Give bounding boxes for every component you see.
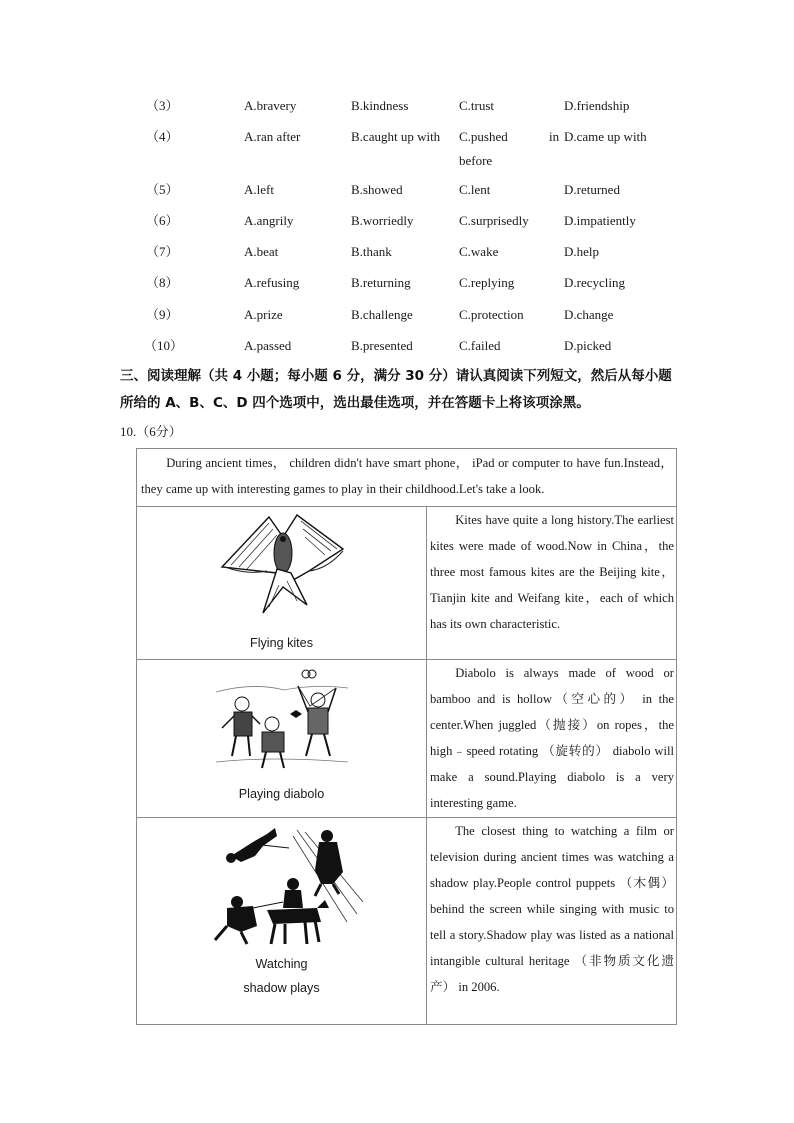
diabolo-image (214, 666, 350, 776)
intro-paragraph: During ancient times， children didn't have smart phone， iPad or computer to have fun.Instead，they came up with interesting games to play in their childhood.Let's take a look. (137, 449, 677, 507)
shadow-play-image (197, 822, 367, 946)
question-number: （5） (146, 182, 179, 197)
option-b: B.challenge (351, 307, 413, 322)
option-d: D.change (564, 307, 614, 322)
option-d: D.friendship (564, 98, 630, 113)
option-row-8 (0, 273, 794, 293)
kite-image (217, 509, 347, 627)
question-number: （10） (144, 338, 184, 353)
option-a: A.angrily (244, 213, 294, 228)
option-row-9 (0, 305, 794, 325)
shadow-play-caption-line1: Watching (255, 957, 308, 971)
option-d: D.returned (564, 182, 620, 197)
section-heading-line1: 三、阅读理解（共 4 小题；每小题 6 分，满分 30 分）请认真阅读下列短文，然后从每小题 (120, 368, 672, 384)
reading-table (136, 448, 677, 1025)
shadow-play-caption-line2: shadow plays (243, 981, 320, 995)
option-c: C.trust (459, 98, 495, 113)
option-d: D.impatiently (564, 213, 636, 228)
option-c-continued: before (459, 153, 493, 168)
question-number: （7） (146, 244, 179, 259)
option-d: D.help (564, 244, 600, 259)
question-number: （6） (146, 213, 179, 228)
question-number: （3） (146, 98, 179, 113)
option-d: D.picked (564, 338, 612, 353)
option-a: A.ran after (244, 129, 301, 144)
option-b: B.thank (351, 244, 392, 259)
option-row-10 (0, 336, 794, 356)
option-a: A.left (244, 182, 274, 197)
option-b: B.presented (351, 338, 413, 353)
section-heading (120, 363, 690, 417)
kite-cell (137, 507, 427, 660)
kite-text: Kites have quite a long history.The earliest kites were made of wood.Now in China，the three most famous kites are the Beijing kite，Tianjin kite and Weifang kite，each of which has its own characteristic. (427, 507, 677, 660)
option-d: D.recycling (564, 275, 626, 290)
option-row-3 (0, 96, 794, 116)
diabolo-caption: Playing diabolo (238, 787, 325, 801)
diabolo-text: Diabolo is always made of wood or bamboo and is hollow（空心的） in the center.When juggled（抛接）on ropes，the high﹣speed rotating （旋转的） diabolo will make a sound.Playing diabolo is a very interesting game. (427, 660, 677, 818)
shadow-play-text: The closest thing to watching a film or television during ancient times was watching a shadow play.People control puppets （木偶） behind the screen while singing with music to tell a story.Shadow play was listed as a national intangible cultural heritage （非物质文化遗产） in 2006. (427, 818, 677, 1025)
option-c: C.wake (459, 244, 499, 259)
option-c: C.pushed (459, 129, 508, 144)
option-a: A.refusing (244, 275, 300, 290)
shadow-play-cell (137, 818, 427, 1025)
option-c: C.failed (459, 338, 501, 353)
option-b: B.returning (351, 275, 411, 290)
section-heading-line2: 所给的 A、B、C、D 四个选项中，选出最佳选项，并在答题卡上将该项涂黑。 (120, 395, 590, 411)
option-b: B.kindness (351, 98, 409, 113)
option-a: A.passed (244, 338, 292, 353)
option-b: B.showed (351, 182, 403, 197)
option-a: A.bravery (244, 98, 297, 113)
option-a: A.prize (244, 307, 283, 322)
option-b: B.worriedly (351, 213, 414, 228)
option-d: D.came up with (564, 129, 647, 144)
option-row-5 (0, 180, 794, 200)
kite-caption: Flying kites (250, 636, 313, 650)
option-row-6 (0, 211, 794, 231)
option-a: A.beat (244, 244, 279, 259)
option-c: C.replying (459, 275, 515, 290)
option-c-continued-in: in (549, 129, 560, 144)
question-number: （4） (146, 129, 179, 144)
option-row-7 (0, 242, 794, 262)
question-number: （8） (146, 275, 179, 290)
diabolo-cell (137, 660, 427, 818)
question-label: 10.（6分） (120, 424, 182, 439)
question-number: （9） (146, 307, 179, 322)
option-c: C.lent (459, 182, 491, 197)
option-c: C.surprisedly (459, 213, 529, 228)
option-c: C.protection (459, 307, 524, 322)
option-row-4 (0, 127, 794, 171)
option-b: B.caught up with (351, 129, 441, 144)
